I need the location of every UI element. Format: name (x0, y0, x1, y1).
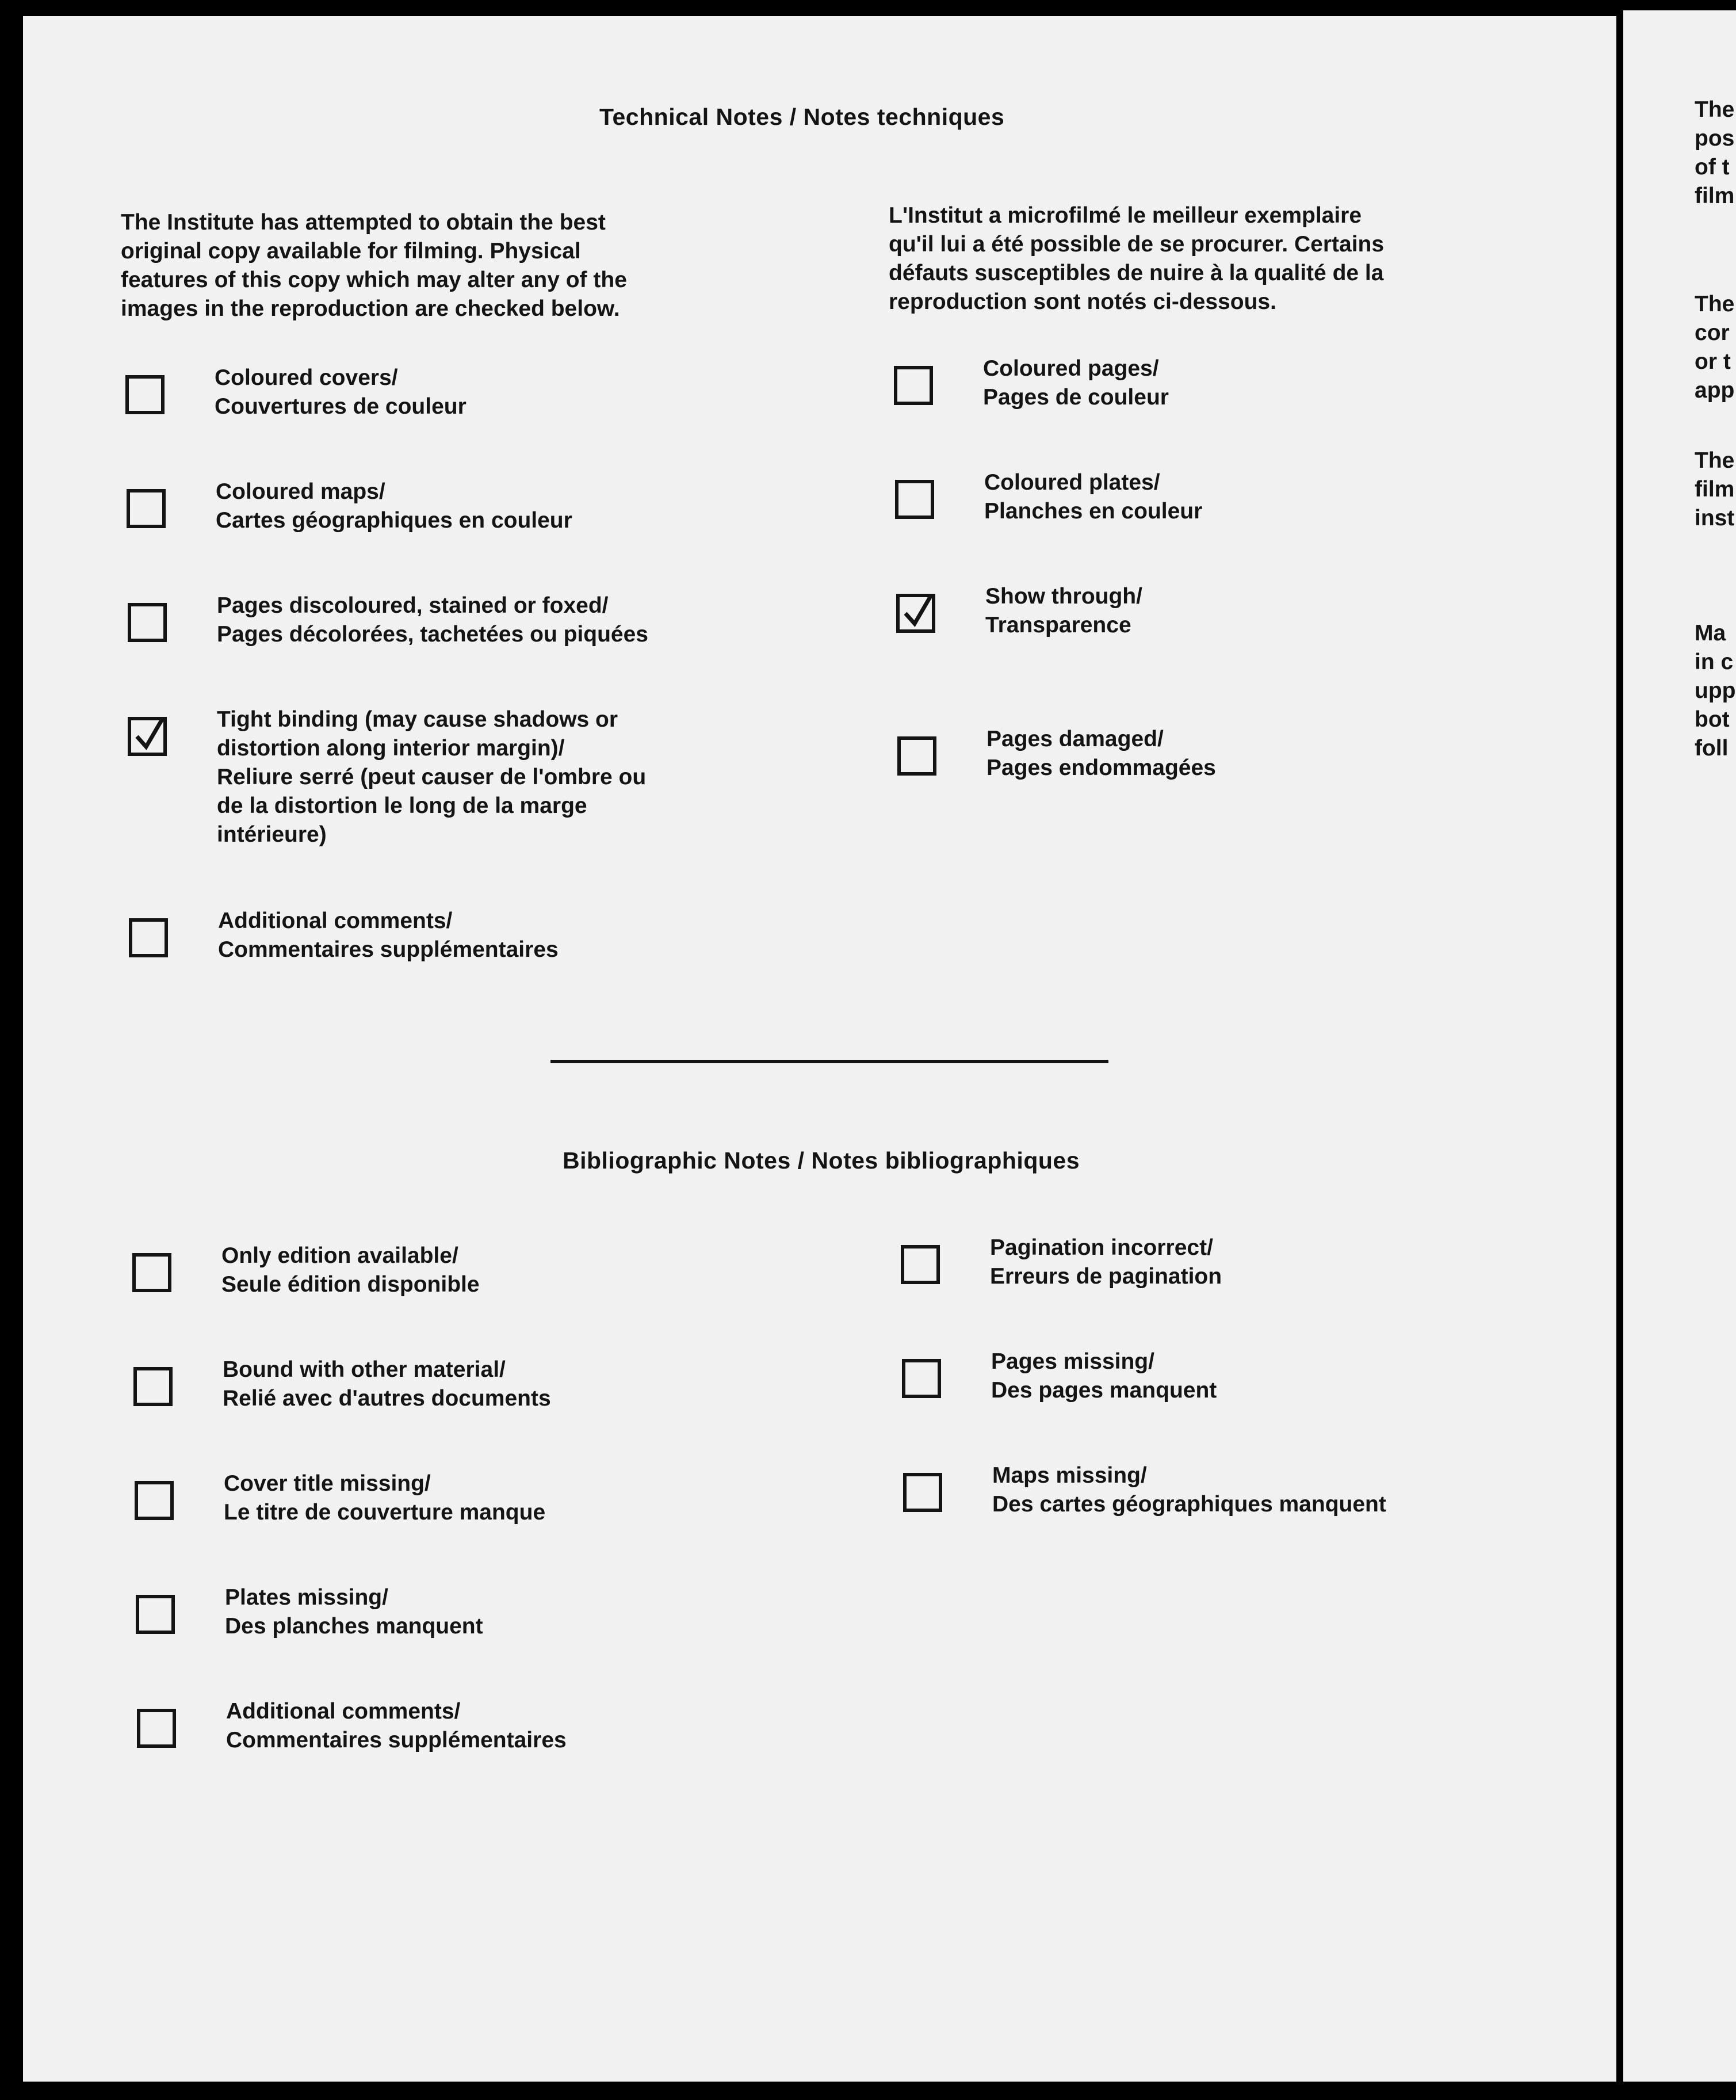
option-label: Coloured maps/ Cartes géographiques en couleur (216, 479, 572, 533)
section-divider (550, 1060, 1108, 1063)
option-label: Show through/ Transparence (985, 584, 1142, 637)
option-label: Pages missing/ Des pages manquent (991, 1349, 1217, 1403)
option-label: Additional comments/ Commentaires supplémentaires (226, 1699, 567, 1752)
adjacent-text-block: Ma in c upp bot foll (1695, 621, 1736, 761)
checkbox[interactable] (129, 918, 168, 957)
adjacent-text-block: The pos of t film (1695, 97, 1735, 208)
checkbox[interactable] (901, 1245, 940, 1284)
checkbox[interactable] (125, 375, 165, 414)
adjacent-text-block: The film inst (1695, 448, 1735, 530)
option-label: Coloured plates/ Planches en couleur (984, 470, 1203, 524)
option-label: Pagination incorrect/ Erreurs de pagination (990, 1235, 1222, 1289)
option-label: Plates missing/ Des planches manquent (225, 1585, 483, 1639)
option-label: Bound with other material/ Relié avec d'autres documents (223, 1357, 551, 1411)
checkbox[interactable] (132, 1253, 171, 1292)
checkbox[interactable] (897, 736, 936, 776)
checkbox[interactable] (137, 1709, 176, 1748)
option-label: Pages discoloured, stained or foxed/ Pages décolorées, tachetées ou piquées (217, 593, 648, 647)
checkbox-checked[interactable] (896, 594, 935, 633)
checkbox[interactable] (135, 1481, 174, 1520)
checkbox-checked[interactable] (128, 717, 167, 756)
technical-intro-french: L'Institut a microfilmé le meilleur exemplaire qu'il lui a été possible de se procurer. Certains défauts susceptibles de nuire à la qualité de la reproduction sont notés ci-dessous. (889, 203, 1385, 314)
adjacent-page-edge (1623, 10, 1736, 2082)
checkbox[interactable] (894, 366, 933, 405)
option-label: Additional comments/ Commentaires supplémentaires (218, 908, 559, 962)
checkbox[interactable] (127, 489, 166, 528)
option-label: Maps missing/ Des cartes géographiques manquent (992, 1463, 1386, 1517)
technical-notes-heading: Technical Notes / Notes techniques (599, 104, 1005, 130)
checkmark-icon (902, 594, 934, 631)
checkbox[interactable] (895, 480, 934, 519)
technical-intro-english: The Institute has attempted to obtain the best original copy available for filming. Physical features of this copy which may alter any of the images in the reproduction are checked below. (121, 210, 627, 321)
bibliographic-notes-heading: Bibliographic Notes / Notes bibliographiques (563, 1147, 1080, 1174)
option-label: Cover title missing/ Le titre de couverture manque (224, 1471, 546, 1525)
checkmark-icon (133, 717, 166, 754)
checkbox[interactable] (903, 1473, 942, 1512)
notes-page (23, 16, 1616, 2082)
option-label: Only edition available/ Seule édition disponible (221, 1243, 480, 1297)
checkbox[interactable] (133, 1367, 173, 1406)
adjacent-text-block: The cor or t app (1695, 292, 1735, 403)
option-label: Tight binding (may cause shadows or distortion along interior margin)/ Reliure serré (peut causer de l'ombre ou de la distortion le long de la marge intérieure) (217, 707, 647, 847)
option-label: Coloured covers/ Couvertures de couleur (215, 365, 466, 419)
checkbox[interactable] (136, 1595, 175, 1634)
option-label: Coloured pages/ Pages de couleur (983, 356, 1169, 410)
checkbox[interactable] (128, 603, 167, 642)
checkbox[interactable] (902, 1359, 941, 1398)
option-label: Pages damaged/ Pages endommagées (986, 727, 1216, 780)
